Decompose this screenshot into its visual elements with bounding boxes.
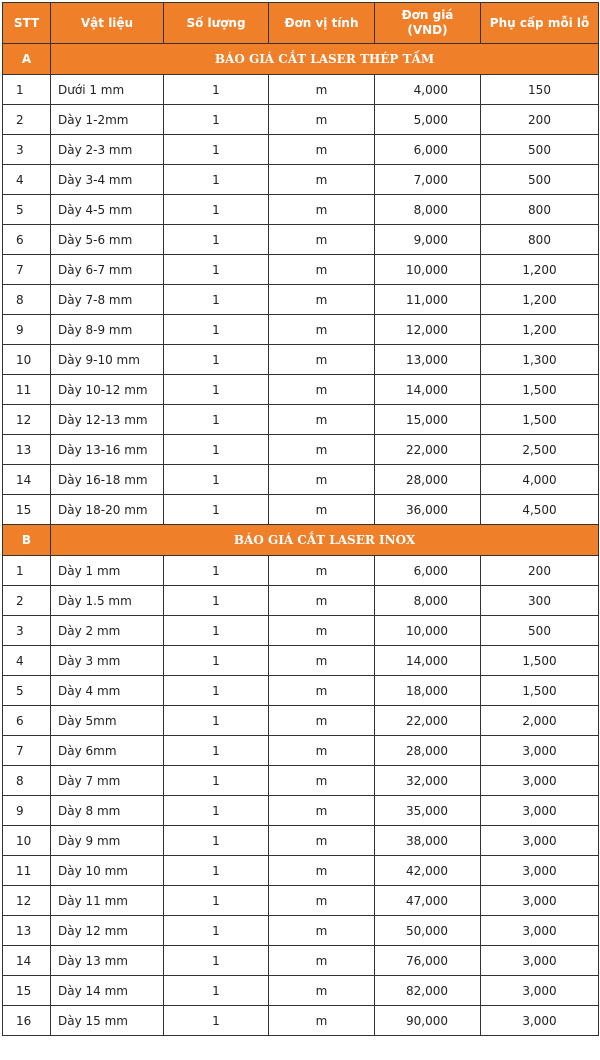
- cell-hole-surcharge: 300: [481, 586, 599, 616]
- cell-hole-surcharge: 800: [481, 195, 599, 225]
- cell-material: Dày 12 mm: [51, 916, 164, 946]
- cell-unit: m: [269, 225, 375, 255]
- cell-unit: m: [269, 706, 375, 736]
- table-row: [3, 976, 599, 1006]
- cell-hole-surcharge: 2,500: [481, 435, 599, 465]
- cell-quantity: 1: [164, 736, 269, 766]
- cell-material: Dày 6mm: [51, 736, 164, 766]
- cell-unit: m: [269, 616, 375, 646]
- cell-unit: m: [269, 195, 375, 225]
- cell-quantity: 1: [164, 315, 269, 345]
- cell-quantity: 1: [164, 976, 269, 1006]
- table-row: [3, 556, 599, 586]
- cell-unit: m: [269, 75, 375, 105]
- table-row: [3, 676, 599, 706]
- cell-material: Dày 10-12 mm: [51, 375, 164, 405]
- cell-material: Dày 13 mm: [51, 946, 164, 976]
- cell-quantity: 1: [164, 225, 269, 255]
- header-hole-surcharge: Phụ cấp mỗi lỗ: [481, 3, 599, 44]
- cell-quantity: 1: [164, 495, 269, 525]
- cell-hole-surcharge: 3,000: [481, 916, 599, 946]
- cell-stt: 4: [3, 646, 51, 676]
- table-row: [3, 826, 599, 856]
- cell-unit-price: 36,000: [375, 495, 481, 525]
- cell-hole-surcharge: 1,500: [481, 375, 599, 405]
- cell-material: Dày 13-16 mm: [51, 435, 164, 465]
- cell-quantity: 1: [164, 135, 269, 165]
- cell-quantity: 1: [164, 255, 269, 285]
- table-row: [3, 315, 599, 345]
- cell-unit-price: 76,000: [375, 946, 481, 976]
- table-body: [3, 44, 599, 1036]
- cell-material: Dày 9-10 mm: [51, 345, 164, 375]
- cell-unit: m: [269, 135, 375, 165]
- section-title: BÁO GIÁ CẮT LASER INOX: [51, 525, 599, 556]
- table-row: [3, 225, 599, 255]
- cell-material: Dày 5mm: [51, 706, 164, 736]
- cell-unit-price: 6,000: [375, 556, 481, 586]
- cell-stt: 15: [3, 976, 51, 1006]
- cell-stt: 5: [3, 195, 51, 225]
- cell-stt: 11: [3, 375, 51, 405]
- cell-stt: 2: [3, 105, 51, 135]
- cell-hole-surcharge: 150: [481, 75, 599, 105]
- cell-material: Dày 5-6 mm: [51, 225, 164, 255]
- cell-hole-surcharge: 200: [481, 556, 599, 586]
- cell-hole-surcharge: 1,200: [481, 315, 599, 345]
- cell-stt: 7: [3, 255, 51, 285]
- cell-material: Dày 16-18 mm: [51, 465, 164, 495]
- cell-stt: 3: [3, 135, 51, 165]
- cell-hole-surcharge: 3,000: [481, 976, 599, 1006]
- cell-quantity: 1: [164, 706, 269, 736]
- cell-quantity: 1: [164, 465, 269, 495]
- cell-unit-price: 4,000: [375, 75, 481, 105]
- cell-hole-surcharge: 4,500: [481, 495, 599, 525]
- cell-unit: m: [269, 105, 375, 135]
- cell-hole-surcharge: 500: [481, 165, 599, 195]
- cell-material: Dày 12-13 mm: [51, 405, 164, 435]
- cell-unit: m: [269, 826, 375, 856]
- cell-quantity: 1: [164, 1006, 269, 1036]
- section-header-row: [3, 525, 599, 556]
- table-row: [3, 165, 599, 195]
- cell-unit: m: [269, 946, 375, 976]
- cell-material: Dày 2-3 mm: [51, 135, 164, 165]
- cell-quantity: 1: [164, 826, 269, 856]
- cell-unit-price: 28,000: [375, 465, 481, 495]
- cell-stt: 13: [3, 435, 51, 465]
- cell-unit-price: 7,000: [375, 165, 481, 195]
- cell-stt: 7: [3, 736, 51, 766]
- cell-quantity: 1: [164, 435, 269, 465]
- cell-stt: 8: [3, 766, 51, 796]
- table-row: [3, 736, 599, 766]
- cell-hole-surcharge: 3,000: [481, 886, 599, 916]
- cell-material: Dày 7-8 mm: [51, 285, 164, 315]
- cell-hole-surcharge: 3,000: [481, 796, 599, 826]
- cell-quantity: 1: [164, 195, 269, 225]
- header-material: Vật liệu: [51, 3, 164, 44]
- cell-unit: m: [269, 976, 375, 1006]
- cell-unit-price: 14,000: [375, 375, 481, 405]
- cell-unit-price: 38,000: [375, 826, 481, 856]
- cell-material: Dày 9 mm: [51, 826, 164, 856]
- cell-unit: m: [269, 646, 375, 676]
- cell-hole-surcharge: 4,000: [481, 465, 599, 495]
- cell-unit-price: 6,000: [375, 135, 481, 165]
- cell-hole-surcharge: 800: [481, 225, 599, 255]
- cell-unit: m: [269, 285, 375, 315]
- cell-unit: m: [269, 736, 375, 766]
- cell-stt: 9: [3, 315, 51, 345]
- table-row: [3, 195, 599, 225]
- cell-stt: 1: [3, 75, 51, 105]
- cell-unit-price: 42,000: [375, 856, 481, 886]
- cell-unit: m: [269, 435, 375, 465]
- section-letter: B: [3, 525, 51, 556]
- cell-hole-surcharge: 1,300: [481, 345, 599, 375]
- cell-quantity: 1: [164, 676, 269, 706]
- cell-hole-surcharge: 3,000: [481, 856, 599, 886]
- section-letter: A: [3, 44, 51, 75]
- cell-quantity: 1: [164, 375, 269, 405]
- header-stt: STT: [3, 3, 51, 44]
- table-row: [3, 1006, 599, 1036]
- cell-stt: 9: [3, 796, 51, 826]
- price-table: [2, 2, 599, 1036]
- cell-unit-price: 82,000: [375, 976, 481, 1006]
- cell-material: Dày 18-20 mm: [51, 495, 164, 525]
- cell-unit-price: 13,000: [375, 345, 481, 375]
- cell-material: Dày 8-9 mm: [51, 315, 164, 345]
- cell-unit: m: [269, 556, 375, 586]
- cell-hole-surcharge: 3,000: [481, 1006, 599, 1036]
- cell-quantity: 1: [164, 646, 269, 676]
- cell-unit: m: [269, 375, 375, 405]
- cell-quantity: 1: [164, 766, 269, 796]
- cell-material: Dày 3 mm: [51, 646, 164, 676]
- cell-hole-surcharge: 1,500: [481, 405, 599, 435]
- cell-hole-surcharge: 2,000: [481, 706, 599, 736]
- cell-unit: m: [269, 916, 375, 946]
- header-unit-price: Đơn giá (VND): [375, 3, 481, 44]
- cell-hole-surcharge: 3,000: [481, 736, 599, 766]
- cell-material: Dày 11 mm: [51, 886, 164, 916]
- cell-stt: 2: [3, 586, 51, 616]
- cell-quantity: 1: [164, 75, 269, 105]
- cell-quantity: 1: [164, 285, 269, 315]
- cell-unit-price: 9,000: [375, 225, 481, 255]
- table-row: [3, 435, 599, 465]
- cell-unit-price: 15,000: [375, 405, 481, 435]
- cell-material: Dày 2 mm: [51, 616, 164, 646]
- table-row: [3, 345, 599, 375]
- table-row: [3, 405, 599, 435]
- cell-material: Dưới 1 mm: [51, 75, 164, 105]
- cell-unit: m: [269, 315, 375, 345]
- cell-hole-surcharge: 200: [481, 105, 599, 135]
- cell-stt: 10: [3, 826, 51, 856]
- cell-unit-price: 47,000: [375, 886, 481, 916]
- cell-unit: m: [269, 1006, 375, 1036]
- price-table-container: [2, 2, 598, 1036]
- cell-material: Dày 8 mm: [51, 796, 164, 826]
- cell-unit-price: 12,000: [375, 315, 481, 345]
- header-unit: Đơn vị tính: [269, 3, 375, 44]
- cell-unit: m: [269, 796, 375, 826]
- cell-material: Dày 7 mm: [51, 766, 164, 796]
- cell-unit: m: [269, 886, 375, 916]
- cell-stt: 10: [3, 345, 51, 375]
- cell-material: Dày 4 mm: [51, 676, 164, 706]
- cell-hole-surcharge: 3,000: [481, 946, 599, 976]
- cell-quantity: 1: [164, 916, 269, 946]
- cell-material: Dày 1 mm: [51, 556, 164, 586]
- cell-unit: m: [269, 405, 375, 435]
- cell-hole-surcharge: 1,200: [481, 255, 599, 285]
- cell-quantity: 1: [164, 856, 269, 886]
- table-row: [3, 375, 599, 405]
- cell-stt: 8: [3, 285, 51, 315]
- cell-material: Dày 1-2mm: [51, 105, 164, 135]
- cell-hole-surcharge: 3,000: [481, 826, 599, 856]
- table-row: [3, 135, 599, 165]
- table-row: [3, 646, 599, 676]
- cell-unit-price: 22,000: [375, 435, 481, 465]
- cell-unit-price: 5,000: [375, 105, 481, 135]
- table-row: [3, 586, 599, 616]
- cell-unit: m: [269, 255, 375, 285]
- cell-unit-price: 35,000: [375, 796, 481, 826]
- cell-hole-surcharge: 3,000: [481, 766, 599, 796]
- cell-hole-surcharge: 500: [481, 616, 599, 646]
- cell-unit: m: [269, 465, 375, 495]
- cell-quantity: 1: [164, 946, 269, 976]
- cell-stt: 14: [3, 946, 51, 976]
- cell-material: Dày 4-5 mm: [51, 195, 164, 225]
- cell-unit-price: 10,000: [375, 616, 481, 646]
- header-row: [3, 3, 599, 44]
- table-row: [3, 105, 599, 135]
- cell-quantity: 1: [164, 556, 269, 586]
- cell-stt: 13: [3, 916, 51, 946]
- cell-material: Dày 3-4 mm: [51, 165, 164, 195]
- cell-unit: m: [269, 165, 375, 195]
- table-row: [3, 255, 599, 285]
- cell-unit: m: [269, 676, 375, 706]
- table-header: [3, 3, 599, 44]
- cell-stt: 16: [3, 1006, 51, 1036]
- table-row: [3, 946, 599, 976]
- cell-quantity: 1: [164, 796, 269, 826]
- cell-quantity: 1: [164, 165, 269, 195]
- cell-unit-price: 32,000: [375, 766, 481, 796]
- table-row: [3, 856, 599, 886]
- cell-material: Dày 6-7 mm: [51, 255, 164, 285]
- table-row: [3, 495, 599, 525]
- cell-material: Dày 1.5 mm: [51, 586, 164, 616]
- cell-unit: m: [269, 345, 375, 375]
- section-title: BÁO GIÁ CẮT LASER THÉP TẤM: [51, 44, 599, 75]
- cell-quantity: 1: [164, 616, 269, 646]
- cell-quantity: 1: [164, 886, 269, 916]
- cell-stt: 6: [3, 706, 51, 736]
- table-row: [3, 465, 599, 495]
- cell-unit-price: 22,000: [375, 706, 481, 736]
- cell-stt: 12: [3, 886, 51, 916]
- cell-quantity: 1: [164, 586, 269, 616]
- table-row: [3, 916, 599, 946]
- table-row: [3, 75, 599, 105]
- cell-unit-price: 90,000: [375, 1006, 481, 1036]
- cell-quantity: 1: [164, 345, 269, 375]
- cell-hole-surcharge: 1,500: [481, 646, 599, 676]
- table-row: [3, 616, 599, 646]
- cell-material: Dày 15 mm: [51, 1006, 164, 1036]
- cell-quantity: 1: [164, 105, 269, 135]
- cell-unit-price: 18,000: [375, 676, 481, 706]
- cell-quantity: 1: [164, 405, 269, 435]
- section-header-row: [3, 44, 599, 75]
- header-quantity: Số lượng: [164, 3, 269, 44]
- cell-unit-price: 28,000: [375, 736, 481, 766]
- cell-unit-price: 11,000: [375, 285, 481, 315]
- cell-stt: 1: [3, 556, 51, 586]
- cell-hole-surcharge: 1,500: [481, 676, 599, 706]
- cell-material: Dày 10 mm: [51, 856, 164, 886]
- cell-unit-price: 50,000: [375, 916, 481, 946]
- cell-unit: m: [269, 495, 375, 525]
- cell-unit-price: 14,000: [375, 646, 481, 676]
- cell-material: Dày 14 mm: [51, 976, 164, 1006]
- cell-unit-price: 8,000: [375, 586, 481, 616]
- cell-stt: 15: [3, 495, 51, 525]
- cell-hole-surcharge: 500: [481, 135, 599, 165]
- cell-unit: m: [269, 586, 375, 616]
- table-row: [3, 796, 599, 826]
- cell-stt: 6: [3, 225, 51, 255]
- cell-stt: 4: [3, 165, 51, 195]
- cell-stt: 14: [3, 465, 51, 495]
- cell-unit-price: 8,000: [375, 195, 481, 225]
- cell-stt: 12: [3, 405, 51, 435]
- cell-unit: m: [269, 766, 375, 796]
- cell-stt: 3: [3, 616, 51, 646]
- cell-hole-surcharge: 1,200: [481, 285, 599, 315]
- table-row: [3, 886, 599, 916]
- table-row: [3, 706, 599, 736]
- cell-unit: m: [269, 856, 375, 886]
- cell-unit-price: 10,000: [375, 255, 481, 285]
- cell-stt: 5: [3, 676, 51, 706]
- table-row: [3, 766, 599, 796]
- table-row: [3, 285, 599, 315]
- cell-stt: 11: [3, 856, 51, 886]
